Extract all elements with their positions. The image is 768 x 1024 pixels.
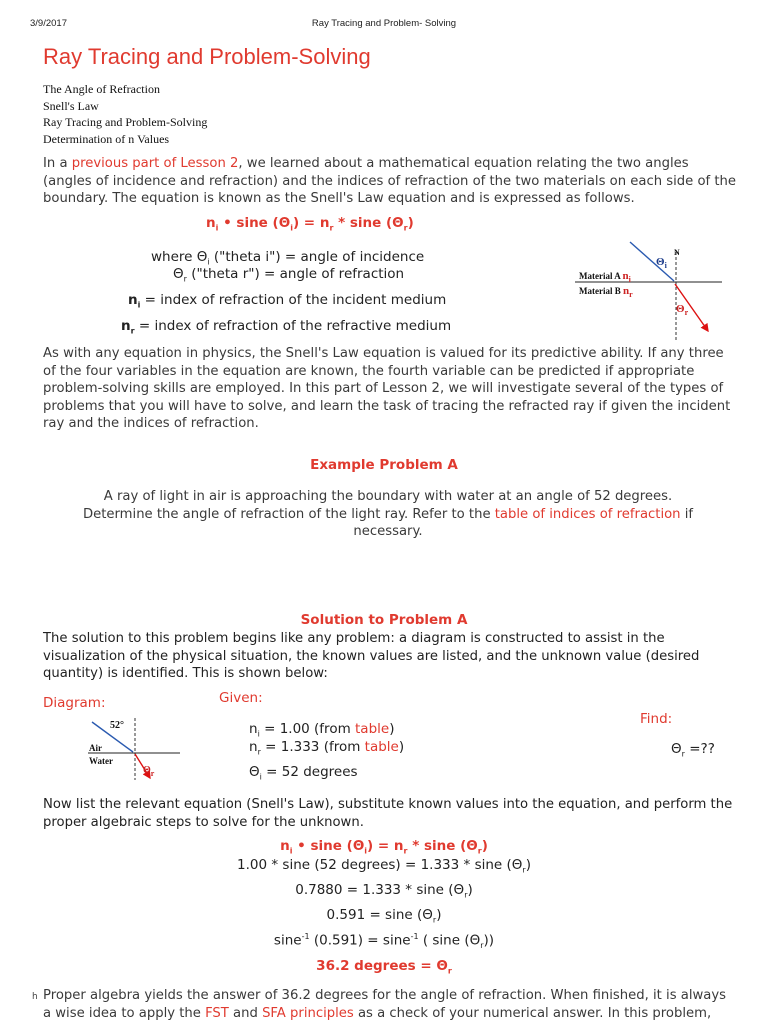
closing-paragraph: Proper algebra yields the answer of 36.2 degrees for the angle of refraction. When finished, it is always a wise idea to apply the FST and SFA principles as a check of your numerical answer. In this problem, <box>43 988 727 1021</box>
toc-link-determination-n-values[interactable]: Determination of n Values <box>43 131 170 146</box>
page-title: Ray Tracing and Problem-Solving <box>43 44 371 69</box>
normal-label: N <box>674 248 680 257</box>
angle-52-label: 52° <box>110 720 124 731</box>
definition-nr: $n_r$ = index of refraction of the refractive medium <box>121 318 452 336</box>
diagram-label: Diagram: <box>43 695 106 711</box>
footer-mark: h <box>32 992 38 1002</box>
sfa-link[interactable]: SFA principles <box>262 1005 354 1021</box>
material-b-label: Material B $n_r$ <box>579 285 633 299</box>
toc-link-angle-of-refraction[interactable]: The Angle of Refraction <box>43 82 160 96</box>
solution-heading: Solution to Problem A <box>300 612 468 628</box>
air-label: Air <box>89 743 102 753</box>
table-link-ni[interactable]: table <box>355 721 390 737</box>
definition-theta-i: where $\Theta_i$ ("theta i") = angle of incidence <box>151 249 425 267</box>
material-a-label: Material A $n_i$ <box>579 270 631 284</box>
theta-r-label-2: $\Theta_r$ <box>143 765 155 778</box>
given-label: Given: <box>219 690 263 706</box>
theta-i-label: $\Theta_i$ <box>656 256 667 271</box>
table-link-nr[interactable]: table <box>364 739 399 755</box>
algebra-step-3: 0.591 = sine $(\Theta_r)$ <box>326 907 442 925</box>
given-ni: $n_i = 1.00$ (from table) <box>249 721 395 739</box>
algebra-step-2: 0.7880 = 1.333 * sine $(\Theta_r)$ <box>295 882 473 900</box>
header-date: 3/9/2017 <box>30 18 67 29</box>
predictive-paragraph: As with any equation in physics, the Snell's Law equation is valued for its predictive ability. If any three of the four variables in the equation are known, the fourth variable can be predicted if appropriate problem-solving skills are employed. In this part of Lesson 2, we will investigate several of the types of problems that you will have to solve, and learn the task of tracing the refracted ray if given the incident ray and the indices of refraction. <box>43 346 731 431</box>
given-nr: $n_r = 1.333$ (from table) <box>249 739 405 757</box>
given-theta-i: $\Theta_i = 52$ degrees <box>249 764 358 782</box>
fst-link[interactable]: FST <box>205 1005 229 1021</box>
find-label: Find: <box>640 711 673 727</box>
example-heading: Example Problem A <box>310 457 458 473</box>
water-label: Water <box>89 756 113 766</box>
definition-theta-r: $\Theta_r$ ("theta r") = angle of refraction <box>173 266 405 284</box>
theta-r-label: $\Theta_r$ <box>676 303 689 318</box>
snells-law-equation-2: $n_i$ • sine $(\Theta_i) = n_r * \sin e$ $(\Theta_r)$ <box>280 838 488 856</box>
previous-lesson-link[interactable]: previous part of Lesson 2 <box>71 156 239 171</box>
toc-link-ray-tracing[interactable]: Ray Tracing and Problem-Solving <box>43 115 208 129</box>
solution-paragraph: The solution to this problem begins like any problem: a diagram is constructed to assist in the visualization of the physical situation, the known values are listed, and the unknown value (desired quantity) is identified. This is shown below: <box>43 631 700 681</box>
algebra-step-1: 1.00 * sine (52 degrees) = 1.333 * sine $(\Theta_r)$ <box>237 857 531 875</box>
example-text: A ray of light in air is approaching the boundary with water at an angle of 52 degrees. Determine the angle of refraction of the light ray. Refer to the table of indices of refraction if necessary. <box>82 489 694 539</box>
intro-paragraph: In a previous part of Lesson 2, we learned about a mathematical equation relating the two angles (angles of incidence and refraction) and the indices of refraction of the two materials on each side of the boundary. The equation is known as the Snell's Law equation and is expressed as follows. <box>43 156 737 206</box>
incident-ray <box>630 242 674 281</box>
algebra-step-4: sine$^{-1}$ (0.591) = sine$^{-1}$ ( sine $(\Theta_r)$) <box>273 932 495 951</box>
air-water-diagram <box>88 716 183 782</box>
definition-ni: $n_i$ = index of refraction of the incident medium <box>128 292 447 310</box>
algebra-intro: Now list the relevant equation (Snell's Law), substitute known values into the equation, and perform the proper algebraic steps to solve for the unknown. <box>43 797 733 830</box>
find-theta-r: $\Theta_r$ =?? <box>671 741 715 759</box>
header-page-title: Ray Tracing and Problem- Solving <box>311 18 457 29</box>
toc-list <box>43 81 207 147</box>
toc-link-snells-law[interactable]: Snell's Law <box>43 98 99 113</box>
snells-law-equation: $n_i$ • sine $(\Theta_i) = n_r * \sin e$ $(\Theta_r)$ <box>206 215 414 233</box>
answer: 36.2 degrees = $\Theta_r$ <box>316 958 452 976</box>
indices-table-link[interactable]: table of indices of refraction <box>494 506 681 522</box>
